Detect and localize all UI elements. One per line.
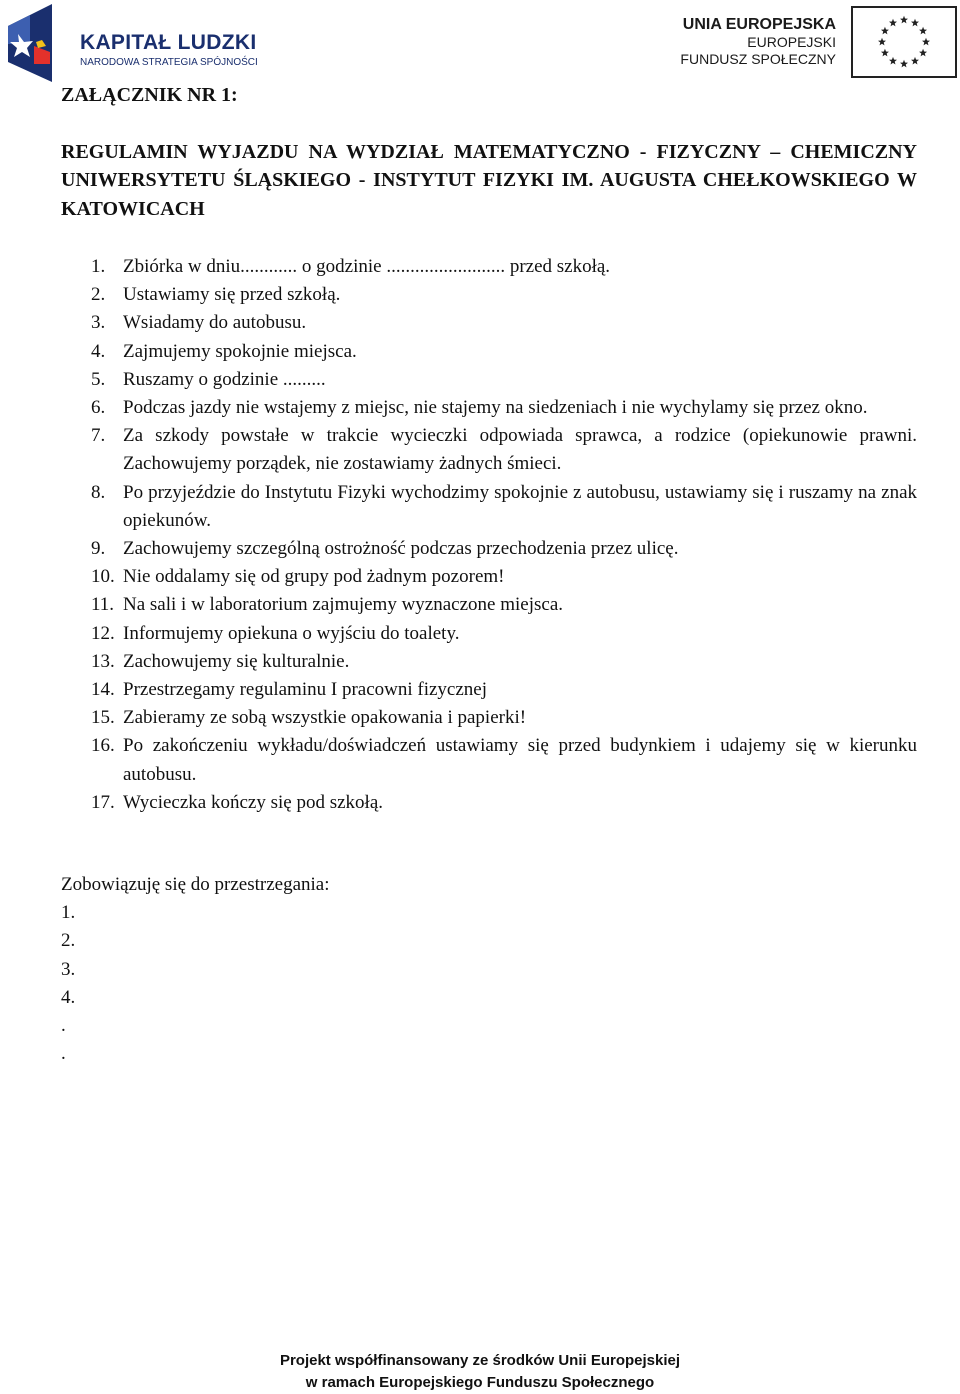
list-item-text: Zabieramy ze sobą wszystkie opakowania i papierki! bbox=[123, 707, 527, 729]
list-item bbox=[61, 676, 917, 704]
list-item bbox=[61, 479, 917, 535]
commitment-heading: Zobowiązuję się do przestrzegania: bbox=[61, 874, 330, 895]
eu-star-icon bbox=[900, 16, 908, 24]
commitment-line: 1. bbox=[61, 902, 76, 924]
list-item-text: Ruszamy o godzinie ......... bbox=[123, 368, 326, 390]
list-item-number: 7. bbox=[91, 425, 106, 447]
commitment-line: . bbox=[61, 1014, 66, 1036]
footer bbox=[0, 1350, 960, 1394]
list-item-number: 16. bbox=[91, 735, 115, 757]
rules-list bbox=[61, 253, 917, 817]
kapital-ludzki-subtitle: NARODOWA STRATEGIA SPÓJNOŚCI bbox=[80, 57, 258, 68]
list-item bbox=[61, 704, 917, 732]
list-item bbox=[61, 281, 917, 309]
eu-flag-icon bbox=[853, 8, 955, 76]
commitment-line: . bbox=[61, 1043, 66, 1065]
list-item bbox=[61, 309, 917, 337]
list-item-number: 13. bbox=[91, 650, 115, 672]
list-item-text: Zajmujemy spokojnie miejsca. bbox=[123, 340, 357, 362]
list-item-number: 8. bbox=[91, 481, 106, 503]
eu-logo bbox=[640, 6, 960, 82]
list-item-number: 15. bbox=[91, 707, 115, 729]
list-item bbox=[61, 648, 917, 676]
eu-star-icon bbox=[919, 49, 927, 57]
kapital-ludzki-title: KAPITAŁ LUDZKI bbox=[80, 31, 257, 54]
list-item-number: 17. bbox=[91, 791, 115, 813]
list-item bbox=[61, 732, 917, 788]
list-item-number: 10. bbox=[91, 566, 115, 588]
commitment-line: 4. bbox=[61, 986, 76, 1008]
list-item bbox=[61, 789, 917, 817]
list-item-number: 9. bbox=[91, 538, 106, 560]
list-item bbox=[61, 422, 917, 478]
eu-star-icon bbox=[889, 19, 897, 27]
commitment-line: 2. bbox=[61, 930, 76, 952]
list-item-number: 4. bbox=[91, 340, 106, 362]
list-item bbox=[61, 366, 917, 394]
list-item bbox=[61, 253, 917, 281]
list-item-text: Wsiadamy do autobusu. bbox=[123, 312, 307, 334]
list-item-number: 14. bbox=[91, 679, 115, 701]
commitment-line: 3. bbox=[61, 958, 76, 980]
eu-star-icon bbox=[922, 38, 930, 46]
list-item-text: Informujemy opiekuna o wyjściu do toalety. bbox=[123, 622, 460, 644]
list-item-text: Ustawiamy się przed szkołą. bbox=[123, 284, 341, 306]
eu-star-icon bbox=[911, 19, 919, 27]
footer-line2: w ramach Europejskiego Funduszu Społecznego bbox=[305, 1374, 655, 1391]
list-item-text: Podczas jazdy nie wstajemy z miejsc, nie stajemy na siedzeniach i nie wychylamy się przez okno. bbox=[123, 397, 868, 419]
list-item-text: Za szkody powstałe w trakcie wycieczki odpowiada sprawca, a rodzice (opiekunowie prawni. Zachowujemy porządek, nie zostawiamy żadnych śmieci. bbox=[123, 425, 917, 475]
list-item bbox=[61, 394, 917, 422]
list-item-text: Zbiórka w dniu............ o godzinie ......................... przed szkołą. bbox=[123, 256, 611, 277]
eu-flag bbox=[851, 6, 957, 78]
list-item-text: Przestrzegamy regulaminu I pracowni fizycznej bbox=[123, 679, 488, 701]
eu-star-icon bbox=[919, 27, 927, 35]
list-item-number: 3. bbox=[91, 312, 106, 334]
commitment-section bbox=[61, 871, 861, 1068]
list-item-text: Po przyjeździe do Instytutu Fizyki wychodzimy spokojnie z autobusu, ustawiamy się i ruszamy na znak opiekunów. bbox=[123, 481, 917, 531]
footer-line1: Projekt współfinansowany ze środków Unii Europejskiej bbox=[279, 1352, 681, 1369]
list-item bbox=[61, 563, 917, 591]
eu-star-icon bbox=[911, 57, 919, 65]
eu-logo-line1: UNIA EUROPEJSKA bbox=[682, 16, 836, 33]
eu-star-icon bbox=[900, 60, 908, 68]
eu-star-icon bbox=[878, 38, 886, 46]
annex-heading: ZAŁĄCZNIK NR 1: bbox=[61, 84, 238, 106]
list-item bbox=[61, 620, 917, 648]
list-item-text: Na sali i w laboratorium zajmujemy wyznaczone miejsca. bbox=[123, 594, 564, 616]
list-item-text: Zachowujemy szczególną ostrożność podczas przechodzenia przez ulicę. bbox=[123, 538, 679, 560]
list-item-number: 1. bbox=[91, 256, 106, 277]
eu-logo-line2: EUROPEJSKI bbox=[747, 34, 836, 50]
eu-star-icon bbox=[889, 57, 897, 65]
regulation-title: REGULAMIN WYJAZDU NA WYDZIAŁ MATEMATYCZNO - FIZYCZNY – CHEMICZNY UNIWERSYTETU ŚLĄSKIEGO - INSTYTUT FIZYKI IM. AUGUSTA CHEŁKOWSKIEGO W KATOWICACH bbox=[61, 141, 917, 220]
list-item bbox=[61, 591, 917, 619]
list-item-number: 11. bbox=[91, 594, 115, 616]
list-item-number: 2. bbox=[91, 284, 106, 306]
eu-logo-text bbox=[680, 15, 836, 68]
list-item-number: 5. bbox=[91, 368, 106, 390]
list-item-number: 12. bbox=[91, 622, 115, 644]
list-item bbox=[61, 535, 917, 563]
commitment-lines bbox=[61, 899, 861, 1068]
eu-star-icon bbox=[881, 49, 889, 57]
eu-logo-line3: FUNDUSZ SPOŁECZNY bbox=[680, 51, 836, 67]
list-item-text: Wycieczka kończy się pod szkołą. bbox=[123, 791, 383, 813]
kapital-ludzki-logo-icon bbox=[6, 4, 76, 84]
list-item-text: Zachowujemy się kulturalnie. bbox=[123, 650, 350, 672]
list-item bbox=[61, 338, 917, 366]
list-item-text: Nie oddalamy się od grupy pod żadnym pozorem! bbox=[123, 566, 505, 588]
list-item-text: Po zakończeniu wykładu/doświadczeń ustawiamy się przed budynkiem i udajemy się w kierunku autobusu. bbox=[123, 735, 917, 785]
eu-star-icon bbox=[881, 27, 889, 35]
list-item-number: 6. bbox=[91, 397, 106, 419]
kapital-ludzki-logo bbox=[6, 4, 256, 86]
